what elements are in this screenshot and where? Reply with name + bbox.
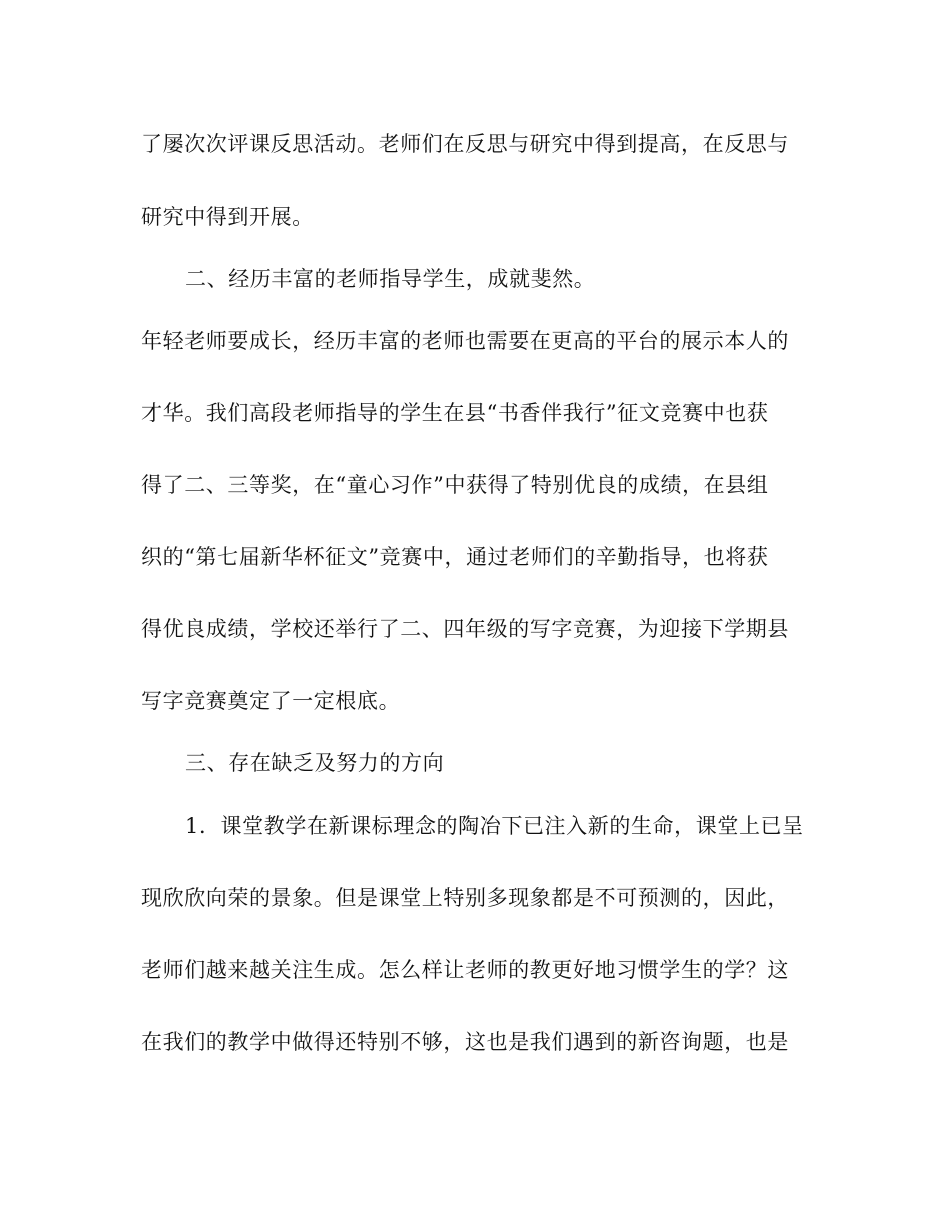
- text-line: 1．课堂教学在新课标理念的陶冶下已注入新的生命，课堂上已呈: [185, 814, 804, 838]
- section-heading: 三、存在缺乏及努力的方向: [185, 751, 445, 775]
- text-line: 得优良成绩，学校还举行了二、四年级的写字竞赛，为迎接下学期县: [141, 617, 789, 641]
- text-line: 写字竞赛奠定了一定根底。: [141, 689, 401, 713]
- text-line: 研究中得到开展。: [141, 205, 314, 229]
- text-line: 了屡次次评课反思活动。老师们在反思与研究中得到提高，在反思与: [141, 132, 789, 156]
- text-line: 老师们越来越关注生成。怎么样让老师的教更好地习惯学生的学？这: [141, 958, 789, 982]
- section-heading: 二、经历丰富的老师指导学生，成就斐然。: [185, 267, 596, 291]
- text-line: 现欣欣向荣的景象。但是课堂上特别多现象都是不可预测的，因此，: [141, 886, 789, 910]
- text-line: 年轻老师要成长，经历丰富的老师也需要在更高的平台的展示本人的: [141, 329, 789, 353]
- text-line: 织的“第七届新华杯征文”竞赛中，通过老师们的辛勤指导，也将获: [141, 545, 769, 569]
- text-line: 得了二、三等奖，在“童心习作”中获得了特别优良的成绩，在县组: [141, 473, 769, 497]
- text-line: 在我们的教学中做得还特别不够，这也是我们遇到的新咨询题，也是: [141, 1030, 789, 1054]
- text-line: 才华。我们高段老师指导的学生在县“书香伴我行”征文竞赛中也获: [141, 401, 769, 425]
